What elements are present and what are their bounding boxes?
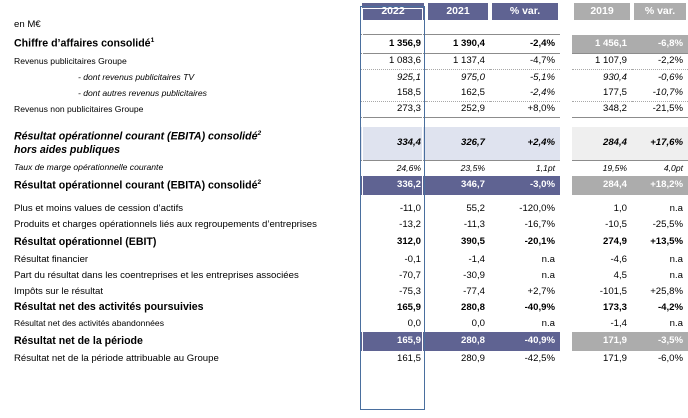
cell-2022: 925,1 xyxy=(360,70,426,86)
spacer-cell xyxy=(0,25,360,35)
cell-var1: n.a xyxy=(541,253,555,265)
cell-2022: 336,2 xyxy=(360,176,426,195)
table-row xyxy=(0,252,688,268)
row-label-footnote: 1 xyxy=(150,37,155,45)
gap-cell xyxy=(560,351,572,367)
cell-2021: -11,3 xyxy=(463,218,485,230)
table-row xyxy=(0,176,688,195)
gap-cell xyxy=(560,316,572,332)
table-row xyxy=(0,284,688,300)
cell-2021: 23,5% xyxy=(460,162,485,173)
cell-2021: 975,0 xyxy=(426,70,490,86)
cell-var2: +18,2% xyxy=(632,176,688,195)
cell-2019: 1,0 xyxy=(613,202,627,214)
row-label: Résultat financier xyxy=(14,253,89,265)
cell-2022: 334,4 xyxy=(360,127,426,160)
gap-cell xyxy=(560,102,572,118)
gap-cell xyxy=(560,252,572,268)
row-label-line2: hors aides publiques xyxy=(14,143,120,156)
spacer-row xyxy=(0,25,688,35)
gap-cell xyxy=(560,54,572,70)
cell-var2: 4,0pt xyxy=(663,162,683,173)
row-label: - dont revenus publicitaires TV xyxy=(78,71,195,82)
row-label-text: Résultat opérationnel courant (EBITA) consolidé xyxy=(14,179,258,192)
cell-var1: -3,0% xyxy=(490,176,560,195)
gap-cell xyxy=(560,127,572,160)
cell-2021: 252,9 xyxy=(426,102,490,118)
cell-var1: -5,1% xyxy=(490,70,560,86)
unit-label: en M€ xyxy=(14,19,41,30)
cell-var2: -25,5% xyxy=(652,218,683,230)
cell-2022: -70,7 xyxy=(399,269,421,281)
cell-var1: -2,4% xyxy=(529,87,555,99)
cell-2019: 171,9 xyxy=(602,352,627,364)
gap-cell xyxy=(560,268,572,284)
spacer-cell xyxy=(560,25,572,35)
cell-var2: +13,5% xyxy=(650,236,683,248)
cell-2022: 0,0 xyxy=(407,317,421,329)
cell-2021: 326,7 xyxy=(426,127,490,160)
cell-2019: 173,3 xyxy=(602,301,627,313)
row-label xyxy=(0,127,360,160)
spacer-row xyxy=(0,118,688,128)
gap-cell xyxy=(560,35,572,54)
cell-2021: 346,7 xyxy=(426,176,490,195)
cell-var2: +17,6% xyxy=(632,127,688,160)
cell-var1: -20,1% xyxy=(524,236,555,248)
cell-var1: -42,5% xyxy=(524,352,555,364)
row-label-footnote: 2 xyxy=(257,130,262,138)
cell-var1: +8,0% xyxy=(490,102,560,118)
table-row xyxy=(0,35,688,54)
row-label-text: Résultat opérationnel courant (EBITA) consolidé xyxy=(14,130,258,143)
spacer-cell xyxy=(426,25,490,35)
row-label-text: Chiffre d’affaires consolidé xyxy=(14,37,151,50)
row-label: Résultat opérationnel (EBIT) xyxy=(14,235,157,248)
cell-2022: 24,6% xyxy=(396,162,421,173)
cell-var1: -40,9% xyxy=(490,332,560,351)
gap-cell xyxy=(560,332,572,351)
row-label: Impôts sur le résultat xyxy=(14,285,104,297)
cell-2022: 165,9 xyxy=(396,301,421,313)
cell-2022: -11,0 xyxy=(399,202,421,214)
cell-2022: -0,1 xyxy=(404,253,421,265)
spacer-cell xyxy=(560,118,572,128)
cell-2022: 161,5 xyxy=(396,352,421,364)
cell-2019: 1 456,1 xyxy=(572,35,632,54)
cell-2021: -77,4 xyxy=(463,285,485,297)
cell-2019: -4,6 xyxy=(610,253,627,265)
row-label: Résultat net des activités poursuivies xyxy=(14,301,204,314)
table-row xyxy=(0,102,688,118)
cell-2019: -101,5 xyxy=(599,285,627,297)
header-gap xyxy=(560,0,572,25)
table-row xyxy=(0,160,688,176)
cell-var2: -0,6% xyxy=(632,70,688,86)
cell-2022: -13,2 xyxy=(399,218,421,230)
column-header-var-2022-2021 xyxy=(490,0,560,25)
row-label: Résultat net des activités abandonnées xyxy=(14,318,165,329)
cell-var1: -2,4% xyxy=(490,35,560,54)
column-header-var-2022-2019 xyxy=(632,0,688,25)
row-label: - dont autres revenus publicitaires xyxy=(78,87,207,98)
cell-2019: 274,9 xyxy=(602,236,627,248)
cell-2021: -1,4 xyxy=(468,253,485,265)
cell-var2: -3,5% xyxy=(632,332,688,351)
cell-var1: +2,7% xyxy=(527,285,555,297)
cell-var2: n.a xyxy=(669,317,683,329)
row-label: Résultat net de la période xyxy=(14,334,143,347)
cell-2022: 273,3 xyxy=(360,102,426,118)
row-label xyxy=(0,176,360,195)
row-label: Plus et moins values de cession d’actifs xyxy=(14,202,184,214)
cell-var2: -2,2% xyxy=(632,54,688,70)
cell-2022: 165,9 xyxy=(360,332,426,351)
table-row xyxy=(0,233,688,252)
cell-2021: 1 390,4 xyxy=(426,35,490,54)
cell-2019: 4,5 xyxy=(613,269,627,281)
cell-2019: 348,2 xyxy=(572,102,632,118)
cell-var2: -21,5% xyxy=(632,102,688,118)
spacer-cell xyxy=(572,118,632,128)
gap-cell xyxy=(560,233,572,252)
cell-2021: 280,8 xyxy=(460,301,485,313)
table-row xyxy=(0,217,688,233)
column-header-2021 xyxy=(426,0,490,25)
cell-var2: n.a xyxy=(669,269,683,281)
cell-var2: -4,2% xyxy=(657,301,683,313)
cell-2019: 284,4 xyxy=(572,127,632,160)
cell-2021: 0,0 xyxy=(471,317,485,329)
table-header-row xyxy=(0,0,688,25)
cell-2021: 1 137,4 xyxy=(426,54,490,70)
cell-2022: 312,0 xyxy=(396,236,421,248)
cell-var2: +25,8% xyxy=(650,285,683,297)
cell-2019: 177,5 xyxy=(602,87,627,99)
column-header-2022-label: 2022 xyxy=(362,3,424,20)
cell-2019: 284,4 xyxy=(572,176,632,195)
table-row xyxy=(0,201,688,217)
row-label: Produits et charges opérationnels liés aux regroupements d’entreprises xyxy=(14,218,317,230)
table-row xyxy=(0,332,688,351)
gap-cell xyxy=(560,284,572,300)
cell-2019: -10,5 xyxy=(605,218,627,230)
spacer-cell xyxy=(490,25,560,35)
cell-var2: -6,8% xyxy=(632,35,688,54)
cell-2021: 390,5 xyxy=(460,236,485,248)
spacer-cell xyxy=(426,118,490,128)
cell-2019: 930,4 xyxy=(572,70,632,86)
cell-2021: 280,8 xyxy=(426,332,490,351)
gap-cell xyxy=(560,300,572,316)
cell-2021: 162,5 xyxy=(460,87,485,99)
cell-var2: -10,7% xyxy=(652,87,683,99)
gap-cell xyxy=(560,201,572,217)
gap-cell xyxy=(560,176,572,195)
table-row xyxy=(0,300,688,316)
cell-2021: -30,9 xyxy=(463,269,485,281)
column-header-2021-label: 2021 xyxy=(428,3,488,20)
column-header-2022 xyxy=(360,0,426,25)
cell-2019: 171,9 xyxy=(572,332,632,351)
gap-cell xyxy=(560,217,572,233)
spacer-cell xyxy=(360,118,426,128)
row-label: Part du résultat dans les coentreprises et les entreprises associées xyxy=(14,269,299,281)
cell-2019: 1 107,9 xyxy=(572,54,632,70)
cell-2022: -75,3 xyxy=(399,285,421,297)
cell-var1: -120,0% xyxy=(519,202,555,214)
row-label: Revenus publicitaires Groupe xyxy=(14,55,127,66)
cell-var1: -16,7% xyxy=(524,218,555,230)
cell-2019: 19,5% xyxy=(602,162,627,173)
spacer-cell xyxy=(0,118,360,128)
column-header-var1-label: % var. xyxy=(492,3,558,20)
cell-var1: n.a xyxy=(541,317,555,329)
spacer-cell xyxy=(572,25,632,35)
row-label: Résultat net de la période attribuable au Groupe xyxy=(14,352,219,364)
cell-var1: 1,1pt xyxy=(535,162,555,173)
spacer-cell xyxy=(360,25,426,35)
cell-var1: -40,9% xyxy=(524,301,555,313)
cell-var2: n.a xyxy=(669,202,683,214)
table-row xyxy=(0,268,688,284)
table-row xyxy=(0,127,688,160)
cell-var2: n.a xyxy=(669,253,683,265)
cell-2021: 55,2 xyxy=(466,202,485,214)
row-label: Taux de marge opérationnelle courante xyxy=(14,162,164,173)
gap-cell xyxy=(560,70,572,86)
cell-2019: -1,4 xyxy=(610,317,627,329)
spacer-cell xyxy=(490,118,560,128)
gap-cell xyxy=(560,86,572,102)
row-label: Revenus non publicitaires Groupe xyxy=(14,103,144,114)
cell-2022: 158,5 xyxy=(396,87,421,99)
table-row xyxy=(0,351,688,367)
spacer-cell xyxy=(632,118,688,128)
column-header-var2-label: % var. xyxy=(634,3,686,20)
table-row xyxy=(0,54,688,70)
cell-var2: -6,0% xyxy=(657,352,683,364)
cell-var1: -4,7% xyxy=(490,54,560,70)
row-label-line1 xyxy=(14,131,354,143)
cell-var1: +2,4% xyxy=(490,127,560,160)
table-row xyxy=(0,70,688,86)
row-label-footnote: 2 xyxy=(257,178,262,186)
cell-2022: 1 356,9 xyxy=(360,35,426,54)
column-header-2019-label: 2019 xyxy=(574,3,630,20)
header-spacer xyxy=(0,0,360,25)
gap-cell xyxy=(560,160,572,176)
row-label xyxy=(0,35,360,54)
cell-var1: n.a xyxy=(541,269,555,281)
cell-2021: 280,9 xyxy=(460,352,485,364)
table-row xyxy=(0,316,688,332)
cell-2022: 1 083,6 xyxy=(360,54,426,70)
table-row xyxy=(0,86,688,102)
column-header-2019 xyxy=(572,0,632,25)
spacer-cell xyxy=(632,25,688,35)
